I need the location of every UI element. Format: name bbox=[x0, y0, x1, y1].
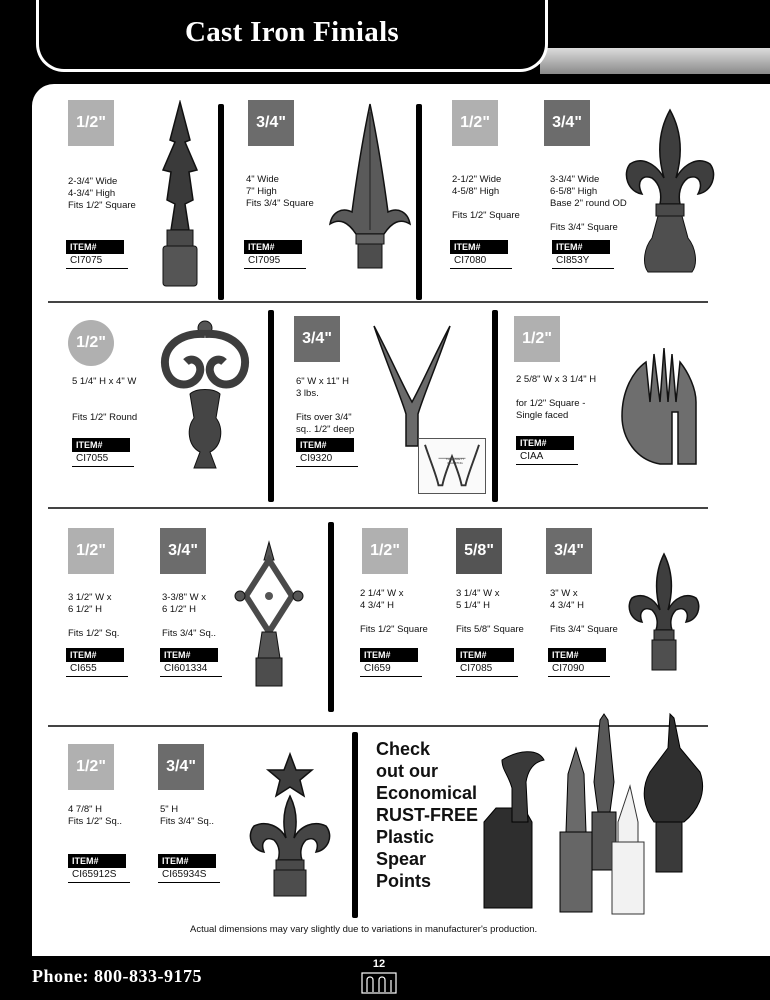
item-label: ITEM# bbox=[66, 648, 124, 662]
size-badge: 3/4" bbox=[546, 528, 592, 574]
size-badge: 3/4" bbox=[160, 528, 206, 574]
item-number bbox=[552, 240, 610, 269]
item-number bbox=[548, 648, 606, 677]
size-badge: 1/2" bbox=[514, 316, 560, 362]
y-finial-image bbox=[372, 322, 452, 450]
column-divider bbox=[492, 310, 498, 502]
shell-finial-image bbox=[616, 342, 704, 470]
item-code: CI9320 bbox=[296, 452, 358, 467]
item-number bbox=[244, 240, 302, 269]
size-badge: 1/2" bbox=[68, 100, 114, 146]
item-code: CI601334 bbox=[160, 662, 222, 677]
fleur-de-lis-finial-icon bbox=[626, 552, 702, 674]
item-number bbox=[296, 438, 354, 467]
item-number bbox=[456, 648, 514, 677]
item-label: ITEM# bbox=[68, 854, 126, 868]
y-clamp-diagram-icon bbox=[419, 439, 485, 493]
item-number bbox=[72, 438, 130, 467]
item-number bbox=[66, 240, 124, 269]
star-finial-icon bbox=[244, 752, 336, 900]
spear-finial-image bbox=[145, 100, 215, 290]
header-gradient-band bbox=[540, 48, 770, 74]
product-spec: 2 5/8" W x 3 1/4" H for 1/2" Square - Single faced bbox=[516, 374, 597, 421]
page-number: 12 bbox=[372, 958, 386, 970]
diamond-finial-image bbox=[234, 540, 304, 690]
product-spec: 3-3/4" Wide 6-5/8" High Base 2" round OD Fits 3/4" Square bbox=[550, 174, 627, 233]
column-divider bbox=[218, 104, 224, 300]
item-number bbox=[158, 854, 216, 883]
item-code: CI7080 bbox=[450, 254, 512, 269]
size-badge: 3/4" bbox=[158, 744, 204, 790]
size-badge: 1/2" bbox=[68, 744, 114, 790]
column-divider bbox=[416, 104, 422, 300]
column-divider bbox=[328, 522, 334, 712]
item-number bbox=[360, 648, 418, 677]
promo-line: Points bbox=[376, 871, 432, 891]
item-label: ITEM# bbox=[244, 240, 302, 254]
plastic-spear-points-image bbox=[468, 712, 738, 920]
fence-icon bbox=[361, 972, 397, 994]
y-finial-icon bbox=[372, 322, 452, 450]
promo-line: Economical bbox=[376, 783, 478, 803]
item-code: CI65912S bbox=[68, 868, 130, 883]
product-spec: 3 1/4" W x 5 1/4" H Fits 5/8" Square bbox=[456, 588, 524, 635]
item-number bbox=[450, 240, 508, 269]
promo-line: out our bbox=[376, 761, 438, 781]
product-spec: 3-3/8" W x 6 1/2" H Fits 3/4" Sq.. bbox=[162, 592, 217, 639]
item-label: ITEM# bbox=[66, 240, 124, 254]
item-number bbox=[68, 854, 126, 883]
phone-number: Phone: 800-833-9175 bbox=[32, 966, 202, 986]
row-divider bbox=[48, 507, 708, 509]
product-spec: 5 1/4" H x 4" W Fits 1/2" Round bbox=[72, 376, 138, 423]
item-number bbox=[516, 436, 574, 465]
plastic-spear-points-icon bbox=[468, 712, 738, 920]
clamping-inset bbox=[418, 438, 486, 494]
shell-finial-icon bbox=[616, 342, 704, 470]
product-spec: 5" H Fits 3/4" Sq.. bbox=[160, 804, 215, 827]
product-spec: 4 7/8" H Fits 1/2" Sq.. bbox=[68, 804, 123, 827]
item-code: CIAA bbox=[516, 450, 578, 465]
title-tab bbox=[36, 0, 548, 72]
product-spec: 6" W x 11" H 3 lbs. Fits over 3/4" sq.. 1/2" deep bbox=[296, 376, 355, 435]
page-title: Cast Iron Finials bbox=[184, 16, 400, 48]
row-divider bbox=[48, 301, 708, 303]
item-code: CI659 bbox=[360, 662, 422, 677]
leaf-spear-finial-image bbox=[328, 102, 412, 272]
product-spec: 4" Wide 7" High Fits 3/4" Square bbox=[246, 174, 314, 209]
size-badge: 1/2" bbox=[452, 100, 498, 146]
item-code: CI7075 bbox=[66, 254, 128, 269]
size-badge: 1/2" bbox=[68, 320, 114, 366]
fleur-de-lis-finial-icon bbox=[622, 108, 718, 274]
size-badge: 1/2" bbox=[362, 528, 408, 574]
scroll-finial-image bbox=[150, 318, 260, 474]
promo-line: Plastic bbox=[376, 827, 435, 847]
item-number bbox=[160, 648, 218, 677]
item-label: ITEM# bbox=[72, 438, 130, 452]
item-code: CI65934S bbox=[158, 868, 220, 883]
size-badge: 1/2" bbox=[68, 528, 114, 574]
size-badge: 5/8" bbox=[456, 528, 502, 574]
product-spec: 2 1/4" W x 4 3/4" H Fits 1/2" Square bbox=[360, 588, 428, 635]
item-code: CI853Y bbox=[552, 254, 614, 269]
product-spec: 3" W x 4 3/4" H Fits 3/4" Square bbox=[550, 588, 618, 635]
item-label: ITEM# bbox=[456, 648, 514, 662]
item-label: ITEM# bbox=[552, 240, 610, 254]
item-label: ITEM# bbox=[516, 436, 574, 450]
column-divider bbox=[352, 732, 358, 918]
item-label: ITEM# bbox=[296, 438, 354, 452]
item-label: ITEM# bbox=[360, 648, 418, 662]
product-spec: 2-3/4" Wide 4-3/4" High Fits 1/2" Square bbox=[68, 176, 136, 211]
item-label: ITEM# bbox=[160, 648, 218, 662]
column-divider bbox=[268, 310, 274, 502]
star-finial-image bbox=[244, 752, 336, 900]
diamond-finial-icon bbox=[234, 540, 304, 690]
item-label: ITEM# bbox=[548, 648, 606, 662]
item-code: CI7095 bbox=[244, 254, 306, 269]
item-code: CI7085 bbox=[456, 662, 518, 677]
promo-line: Check bbox=[376, 739, 431, 759]
item-code: CI7090 bbox=[548, 662, 610, 677]
size-badge: 3/4" bbox=[248, 100, 294, 146]
product-spec: 2-1/2" Wide 4-5/8" High Fits 1/2" Square bbox=[452, 174, 520, 221]
item-label: ITEM# bbox=[158, 854, 216, 868]
size-badge: 3/4" bbox=[294, 316, 340, 362]
spear-finial-icon bbox=[145, 100, 215, 290]
leaf-spear-finial-icon bbox=[328, 102, 412, 272]
item-number bbox=[66, 648, 124, 677]
promo-line: RUST-FREE bbox=[376, 805, 479, 825]
fleur-de-lis-finial-image bbox=[622, 108, 718, 274]
disclaimer: Actual dimensions may vary slightly due to variations in manufacturer's production. bbox=[190, 924, 538, 935]
fleur-de-lis-finial-image bbox=[626, 552, 702, 674]
item-code: CI7055 bbox=[72, 452, 134, 467]
plastic-spear-promo bbox=[376, 738, 478, 892]
inset-caption: THE SAFETY CLAMPING bbox=[445, 457, 465, 465]
scroll-finial-icon bbox=[150, 318, 260, 474]
product-spec: 3 1/2" W x 6 1/2" H Fits 1/2" Sq. bbox=[68, 592, 120, 639]
item-code: CI655 bbox=[66, 662, 128, 677]
promo-line: Spear bbox=[376, 849, 427, 869]
item-label: ITEM# bbox=[450, 240, 508, 254]
size-badge: 3/4" bbox=[544, 100, 590, 146]
